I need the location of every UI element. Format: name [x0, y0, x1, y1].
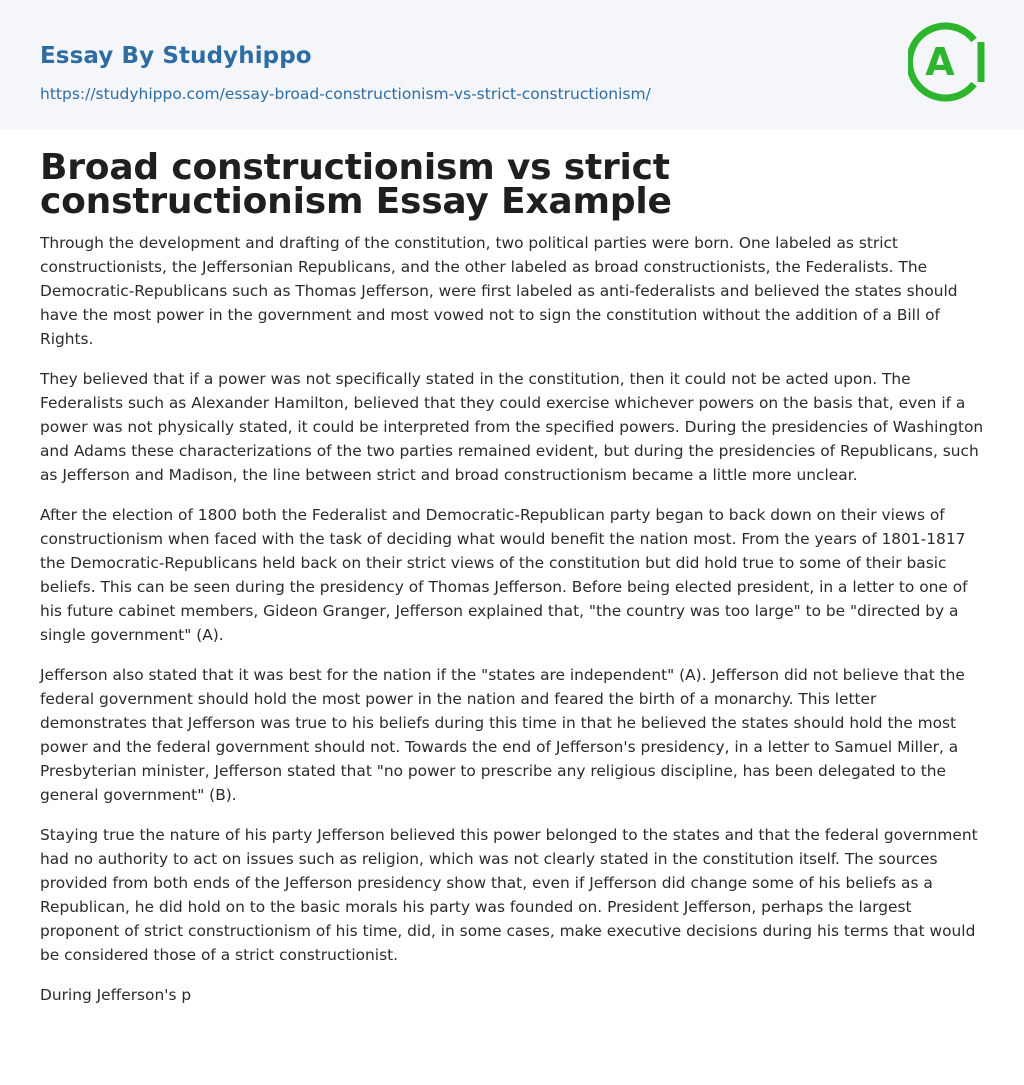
site-title[interactable]: Essay By Studyhippo [40, 43, 312, 69]
essay-paragraph-truncated: During Jefferson's p [40, 986, 192, 1004]
essay-paragraph: Jefferson also stated that it was best for the nation if the "states are independent" (A). Jefferson did not believe that the federal government should hold the most power in the nation and feared the birth of a monarchy. This letter demonstrates that Jefferson was true to his beliefs during this time in that he believed the states should hold the most power and the federal government should not. Towards the end of Jefferson's presidency, in a letter to Samuel Miller, a Presbyterian minister, Jefferson stated that "no power to prescribe any religious discipline, has been delegated to the general government" (B). [40, 666, 965, 804]
page-title: Broad constructionism vs strict constructionism Essay Example [40, 147, 672, 222]
essay-paragraph: Through the development and drafting of the constitution, two political parties were born. One labeled as strict constructionists, the Jeffersonian Republicans, and the other labeled as broad constructionists, the Federalists. The Democratic-Republicans such as Thomas Jefferson, were first labeled as anti-federalists and believed the states should have the most power in the government and most vowed not to sign the constitution without the addition of a Bill of Rights. [40, 234, 958, 348]
studyhippo-logo-icon[interactable] [908, 18, 988, 106]
logo-letter: A [925, 40, 955, 84]
essay-paragraph: Staying true the nature of his party Jefferson believed this power belonged to the states and that the federal government had no authority to act on issues such as religion, which was not clearly stated in the constitution itself. The sources provided from both ends of the Jefferson presidency show that, even if Jefferson did change some of his beliefs as a Republican, he did hold on to the basic morals his party was founded on. President Jefferson, perhaps the largest proponent of strict constructionism of his time, did, in some cases, make executive decisions during his terms that would be considered those of a strict constructionist. [40, 826, 978, 964]
essay-paragraph: After the election of 1800 both the Federalist and Democratic-Republican party began to back down on their views of constructionism when faced with the task of deciding what would benefit the nation most. From the years of 1801-1817 the Democratic-Republicans held back on their strict views of the constitution but did hold true to some of their basic beliefs. This can be seen during the presidency of Thomas Jefferson. Before being elected president, in a letter to one of his future cabinet members, Gideon Granger, Jefferson explained that, "the country was too large" to be "directed by a single government" (A). [40, 506, 968, 644]
essay-body [40, 231, 984, 1007]
essay-paragraph: They believed that if a power was not specifically stated in the constitution, then it could not be acted upon. The Federalists such as Alexander Hamilton, believed that they could exercise whichever powers on the basis that, even if a power was not physically stated, it could be interpreted from the specified powers. During the presidencies of Washington and Adams these characterizations of the two parties remained evident, but during the presidencies of Republicans, such as Jefferson and Madison, the line between strict and broad constructionism became a little more unclear. [40, 370, 984, 484]
source-url-link[interactable]: https://studyhippo.com/essay-broad-constructionism-vs-strict-constructionism/ [40, 85, 651, 103]
site-header [0, 0, 1024, 129]
